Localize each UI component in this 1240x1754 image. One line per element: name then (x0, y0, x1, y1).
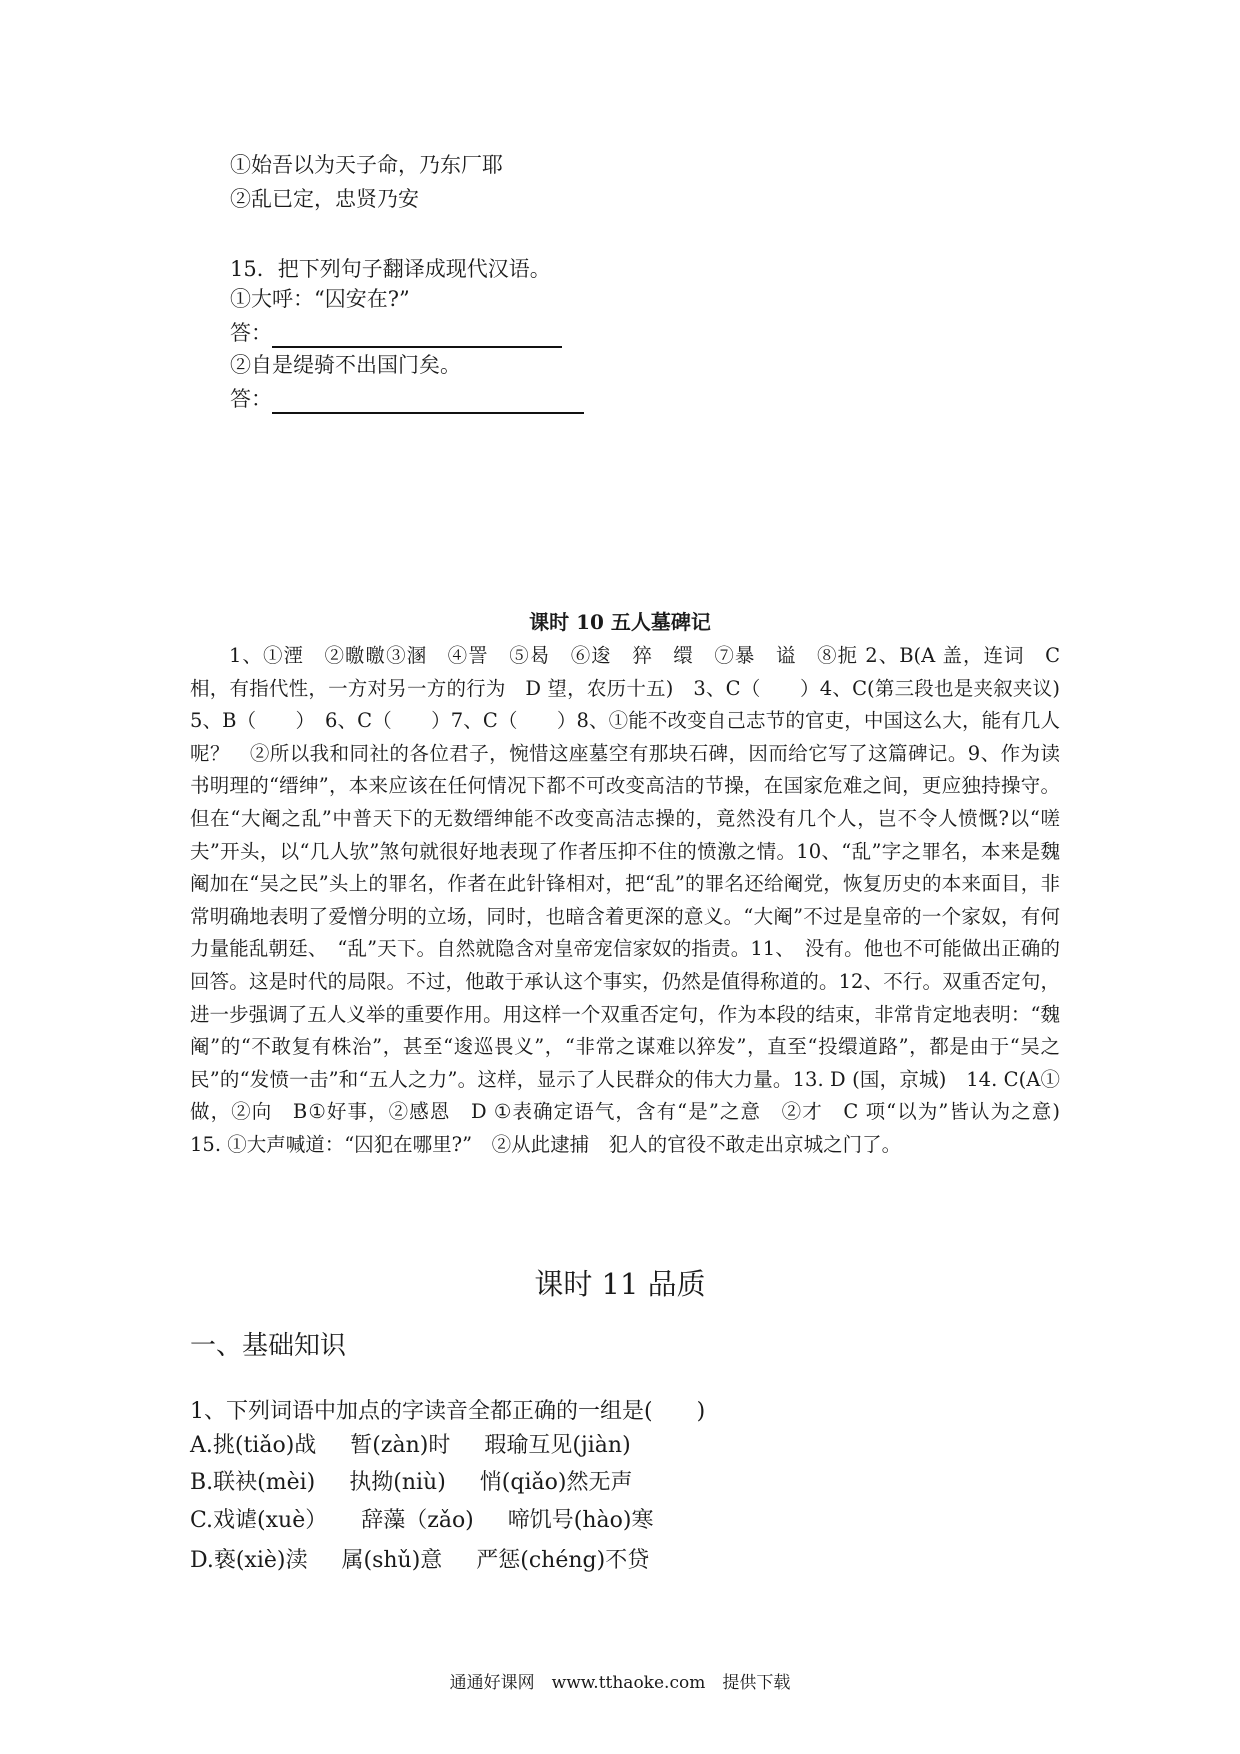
q15-answer-row-2 (230, 384, 584, 414)
answer-label: 答： (230, 321, 272, 345)
lesson11-title: 课时 11 品质 (534, 1267, 706, 1301)
lesson10-title: 课时 10 五人墓碑记 (529, 610, 711, 634)
option-a-term-3: 瑕瑜互见(jiàn) (484, 1433, 631, 1458)
q14-item-1: ①始吾以为天子命，乃东厂耶 (230, 153, 503, 177)
option-a (190, 1430, 631, 1462)
option-c-term-2: 辞藻（zǎo) (361, 1508, 474, 1533)
option-b-term-2: 执拗(niù) (349, 1470, 446, 1495)
option-b-term-3: 悄(qiǎo)然无声 (479, 1470, 633, 1495)
option-d-term-1: D.亵(xiè)渎 (190, 1548, 308, 1573)
q15-item-1: ①大呼：“囚安在?” (230, 287, 410, 311)
q15-prompt: 15．把下列句子翻译成现代汉语。 (230, 257, 551, 281)
q14-item-2: ②乱已定，忠贤乃安 (230, 187, 419, 211)
option-d (190, 1545, 649, 1577)
option-d-term-2: 属(shǔ)意 (341, 1548, 443, 1573)
lesson10-answer-text: 1、①湮 ②曒曒③溷 ④詈 ⑤曷 ⑥逡 猝 缳 ⑦暴 谥 ⑧扼 2、B(A 盖，连词 C 相，有指代性，一方对另一方的行为 D 望，农历十五) 3、C（ ）4、C(第三段也是夹叙夹议) 5、B（ ） 6、C（ ）7、C（ ）8、①能不改变自己志节的官吏，中国这么大，能有几人呢？ ②所以我和同社的各位君子，惋惜这座墓空有那块石碑，因而给它写了这篇碑记。9、作为读书明理的“缙绅”，本来应该在任何情况下都不可改变高洁的节操，在国家危难之间，更应独持操守。但在“大阉之乱”中普天下的无数缙绅能不改变高洁志操的，竟然没有几个人，岂不令人愤慨?以“嗟夫”开头，以“几人欤”煞句就很好地表现了作者压抑不住的愤激之情。10、“乱”字之罪名，本来是魏阉加在“吴之民”头上的罪名，作者在此针锋相对，把“乱”的罪名还给阉党，恢复历史的本来面目，非常明确地表明了爱憎分明的立场，同时，也暗含着更深的意义。“大阉”不过是皇帝的一个家奴，有何力量能乱朝廷、 “乱”天下。自然就隐含对皇帝宠信家奴的指责。11、 没有。他也不可能做出正确的回答。这是时代的局限。不过，他敢于承认这个事实，仍然是值得称道的。12、不行。双重否定句，进一步强调了五人义举的重要作用。用这样一个双重否定句，作为本段的结束，非常肯定地表明：“魏阉”的“不敢复有株治”，甚至“逡巡畏义”，“非常之谋难以猝发”，直至“投缳道路”，都是由于“吴之民”的“发愤一击”和“五人之力”。这样，显示了人民群众的伟大力量。13. D (国，京城) 14. C(A①做，②向 B①好事，②感恩 D ①表确定语气，含有“是”之意 ②才 C 项“以为”皆认为之意) 15. ①大声喊道：“囚犯在哪里?” ②从此逮捕 犯人的官役不敢走出京城之门了。 (190, 644, 1080, 1156)
option-a-term-2: 暂(zàn)时 (350, 1433, 451, 1458)
option-c-term-1: C.戏谑(xuè） (190, 1508, 328, 1533)
q15-answer-row-1 (230, 318, 562, 348)
option-c (190, 1505, 653, 1537)
option-a-term-1: A.挑(tiǎo)战 (190, 1433, 317, 1458)
section-heading: 一、基础知识 (190, 1331, 347, 1361)
option-b-term-1: B.联袂(mèi) (190, 1470, 316, 1495)
answer-blank-2[interactable] (272, 390, 584, 414)
answer-label: 答： (230, 387, 272, 411)
answer-blank-1[interactable] (272, 324, 562, 348)
option-c-term-3: 啼饥号(hào)寒 (507, 1508, 654, 1533)
option-d-term-3: 严惩(chéng)不贷 (476, 1548, 650, 1573)
question-1: 1、下列词语中加点的字读音全都正确的一组是( ) (190, 1399, 706, 1424)
option-b (190, 1467, 632, 1499)
q15-item-2: ②自是缇骑不出国门矣。 (230, 353, 461, 377)
lesson10-answers (190, 640, 1080, 1162)
page-footer: 通通好课网 www.tthaoke.com 提供下载 (449, 1673, 791, 1693)
